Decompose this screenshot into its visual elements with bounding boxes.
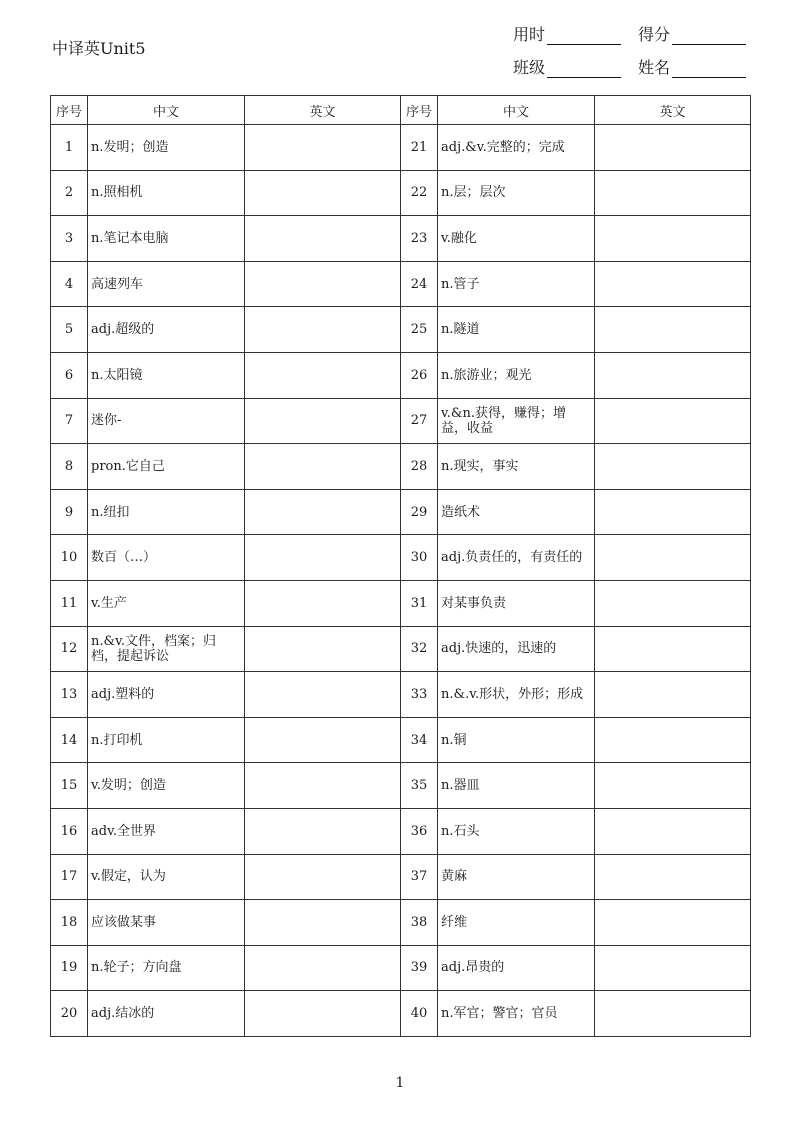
- item-number: 32: [401, 626, 438, 672]
- class-label: 班级: [513, 58, 546, 77]
- table-row: [51, 307, 751, 353]
- chinese-term: n.隧道: [438, 307, 595, 353]
- time-field: [513, 22, 621, 45]
- table-row: [51, 672, 751, 718]
- english-answer-cell[interactable]: [245, 352, 401, 398]
- item-number: 20: [51, 991, 88, 1037]
- english-answer-cell[interactable]: [595, 991, 751, 1037]
- item-number: 26: [401, 352, 438, 398]
- class-blank[interactable]: [547, 59, 621, 78]
- chinese-term: adj.结冰的: [88, 991, 245, 1037]
- chinese-term: n.器皿: [438, 763, 595, 809]
- item-number: 18: [51, 900, 88, 946]
- chinese-term: n.纽扣: [88, 489, 245, 535]
- name-label: 姓名: [638, 58, 671, 77]
- chinese-term: v.假定，认为: [88, 854, 245, 900]
- score-blank[interactable]: [672, 26, 746, 45]
- english-answer-cell[interactable]: [245, 672, 401, 718]
- page-number: 1: [395, 1075, 405, 1091]
- chinese-term: v.融化: [438, 216, 595, 262]
- chinese-term: 纤维: [438, 900, 595, 946]
- table-row: [51, 170, 751, 216]
- chinese-term: 黄麻: [438, 854, 595, 900]
- worksheet-title: 中译英Unit5: [52, 39, 146, 58]
- item-number: 3: [51, 216, 88, 262]
- table-row: [51, 261, 751, 307]
- column-header-chinese: 中文: [438, 96, 595, 125]
- table-row: [51, 991, 751, 1037]
- score-label: 得分: [638, 25, 671, 44]
- column-header-number: 序号: [51, 96, 88, 125]
- name-field: [638, 55, 746, 78]
- item-number: 30: [401, 535, 438, 581]
- table-row: [51, 125, 751, 171]
- chinese-term: adj.超级的: [88, 307, 245, 353]
- english-answer-cell[interactable]: [245, 626, 401, 672]
- chinese-term: 迷你-: [88, 398, 245, 444]
- item-number: 2: [51, 170, 88, 216]
- item-number: 11: [51, 580, 88, 626]
- item-number: 15: [51, 763, 88, 809]
- english-answer-cell[interactable]: [595, 672, 751, 718]
- english-answer-cell[interactable]: [245, 307, 401, 353]
- english-answer-cell[interactable]: [245, 854, 401, 900]
- english-answer-cell[interactable]: [595, 125, 751, 171]
- table-row: [51, 398, 751, 444]
- table-row: [51, 352, 751, 398]
- chinese-term: 应该做某事: [88, 900, 245, 946]
- item-number: 1: [51, 125, 88, 171]
- chinese-term: 高速列车: [88, 261, 245, 307]
- chinese-term: v.发明；创造: [88, 763, 245, 809]
- item-number: 29: [401, 489, 438, 535]
- item-number: 7: [51, 398, 88, 444]
- english-answer-cell[interactable]: [595, 216, 751, 262]
- item-number: 38: [401, 900, 438, 946]
- english-answer-cell[interactable]: [245, 763, 401, 809]
- table-row: [51, 535, 751, 581]
- item-number: 13: [51, 672, 88, 718]
- item-number: 19: [51, 945, 88, 991]
- chinese-term: adj.昂贵的: [438, 945, 595, 991]
- english-answer-cell[interactable]: [595, 307, 751, 353]
- table-row: [51, 717, 751, 763]
- english-answer-cell[interactable]: [595, 808, 751, 854]
- time-label: 用时: [513, 25, 546, 44]
- chinese-term: 数百（…）: [88, 535, 245, 581]
- chinese-term: n.现实，事实: [438, 444, 595, 490]
- column-header-chinese: 中文: [88, 96, 245, 125]
- english-answer-cell[interactable]: [245, 900, 401, 946]
- english-answer-cell[interactable]: [595, 398, 751, 444]
- table-row: [51, 854, 751, 900]
- english-answer-cell[interactable]: [595, 170, 751, 216]
- item-number: 17: [51, 854, 88, 900]
- item-number: 40: [401, 991, 438, 1037]
- english-answer-cell[interactable]: [245, 398, 401, 444]
- english-answer-cell[interactable]: [595, 535, 751, 581]
- chinese-term: adj.&v.完整的；完成: [438, 125, 595, 171]
- name-blank[interactable]: [672, 59, 746, 78]
- english-answer-cell[interactable]: [595, 489, 751, 535]
- chinese-term: n.旅游业；观光: [438, 352, 595, 398]
- chinese-term: adj.塑料的: [88, 672, 245, 718]
- chinese-term: n.层；层次: [438, 170, 595, 216]
- item-number: 27: [401, 398, 438, 444]
- item-number: 8: [51, 444, 88, 490]
- table-row: [51, 626, 751, 672]
- table-row: [51, 808, 751, 854]
- class-field: [513, 55, 621, 78]
- item-number: 22: [401, 170, 438, 216]
- item-number: 24: [401, 261, 438, 307]
- english-answer-cell[interactable]: [595, 261, 751, 307]
- english-answer-cell[interactable]: [595, 945, 751, 991]
- item-number: 37: [401, 854, 438, 900]
- english-answer-cell[interactable]: [595, 900, 751, 946]
- table-row: [51, 580, 751, 626]
- table-row: [51, 945, 751, 991]
- chinese-term: pron.它自己: [88, 444, 245, 490]
- english-answer-cell[interactable]: [245, 580, 401, 626]
- chinese-term: n.照相机: [88, 170, 245, 216]
- item-number: 14: [51, 717, 88, 763]
- english-answer-cell[interactable]: [245, 261, 401, 307]
- column-header-english: 英文: [245, 96, 401, 125]
- chinese-term: n.铜: [438, 717, 595, 763]
- table-header-row: [51, 96, 751, 125]
- english-answer-cell[interactable]: [245, 717, 401, 763]
- item-number: 23: [401, 216, 438, 262]
- table-row: [51, 216, 751, 262]
- chinese-term: n.太阳镜: [88, 352, 245, 398]
- english-answer-cell[interactable]: [245, 535, 401, 581]
- english-answer-cell[interactable]: [245, 991, 401, 1037]
- english-answer-cell[interactable]: [245, 444, 401, 490]
- item-number: 16: [51, 808, 88, 854]
- item-number: 34: [401, 717, 438, 763]
- item-number: 39: [401, 945, 438, 991]
- table-row: [51, 900, 751, 946]
- item-number: 35: [401, 763, 438, 809]
- english-answer-cell[interactable]: [245, 125, 401, 171]
- score-field: [638, 22, 746, 45]
- chinese-term: 造纸术: [438, 489, 595, 535]
- item-number: 6: [51, 352, 88, 398]
- item-number: 31: [401, 580, 438, 626]
- chinese-term: n.军官；警官；官员: [438, 991, 595, 1037]
- chinese-term: n.&.v.形状，外形；形成: [438, 672, 595, 718]
- vocabulary-table: [50, 95, 751, 1037]
- item-number: 12: [51, 626, 88, 672]
- item-number: 5: [51, 307, 88, 353]
- chinese-term: adj.快速的，迅速的: [438, 626, 595, 672]
- chinese-term: n.打印机: [88, 717, 245, 763]
- item-number: 4: [51, 261, 88, 307]
- english-answer-cell[interactable]: [245, 170, 401, 216]
- english-answer-cell[interactable]: [595, 854, 751, 900]
- table-row: [51, 763, 751, 809]
- item-number: 33: [401, 672, 438, 718]
- item-number: 9: [51, 489, 88, 535]
- time-blank[interactable]: [547, 26, 621, 45]
- chinese-term: adv.全世界: [88, 808, 245, 854]
- table-row: [51, 444, 751, 490]
- english-answer-cell[interactable]: [245, 216, 401, 262]
- column-header-number: 序号: [401, 96, 438, 125]
- english-answer-cell[interactable]: [595, 444, 751, 490]
- item-number: 36: [401, 808, 438, 854]
- item-number: 25: [401, 307, 438, 353]
- item-number: 10: [51, 535, 88, 581]
- item-number: 21: [401, 125, 438, 171]
- column-header-english: 英文: [595, 96, 751, 125]
- chinese-term: adj.负责任的，有责任的: [438, 535, 595, 581]
- chinese-term: 对某事负责: [438, 580, 595, 626]
- english-answer-cell[interactable]: [595, 626, 751, 672]
- table-row: [51, 489, 751, 535]
- item-number: 28: [401, 444, 438, 490]
- english-answer-cell[interactable]: [595, 763, 751, 809]
- english-answer-cell[interactable]: [245, 945, 401, 991]
- chinese-term: n.石头: [438, 808, 595, 854]
- chinese-term: n.轮子；方向盘: [88, 945, 245, 991]
- chinese-term: n.笔记本电脑: [88, 216, 245, 262]
- english-answer-cell[interactable]: [245, 808, 401, 854]
- english-answer-cell[interactable]: [595, 717, 751, 763]
- english-answer-cell[interactable]: [595, 580, 751, 626]
- english-answer-cell[interactable]: [595, 352, 751, 398]
- english-answer-cell[interactable]: [245, 489, 401, 535]
- chinese-term: v.&n.获得，赚得；增益，收益: [438, 398, 595, 444]
- chinese-term: n.管子: [438, 261, 595, 307]
- chinese-term: n.&v.文件，档案；归档，提起诉讼: [88, 626, 245, 672]
- chinese-term: v.生产: [88, 580, 245, 626]
- chinese-term: n.发明；创造: [88, 125, 245, 171]
